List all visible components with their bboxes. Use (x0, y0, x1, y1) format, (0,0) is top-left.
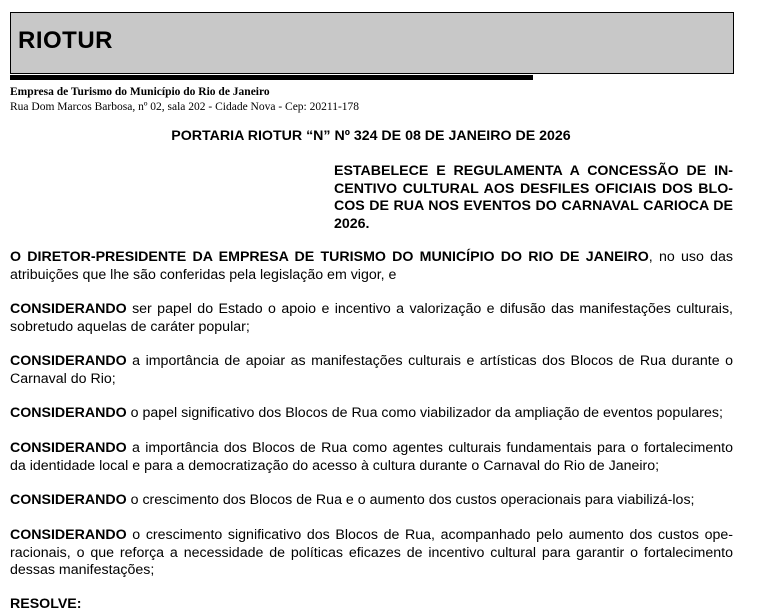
considerando-paragraph (10, 353, 733, 388)
considerando-text: ser papel do Estado o apoio e incentivo a valorização e difusão das manifestações culturais, sobretudo aquelas de caráter popular; (10, 301, 733, 335)
document-ementa: ESTABELECE E REGULAMENTA A CONCESSÃO DE INCENTIVO CULTURAL AOS DESFILES OFICIAIS DOS BLOCOS DE RUA NOS EVENTOS DO CARNAVAL CARIOCA DE 2026. (334, 163, 733, 232)
organization-name: Empresa de Turismo do Município do Rio de Janeiro (10, 86, 270, 98)
masthead-title: RIOTUR (18, 27, 113, 54)
considerando-label: CONSIDERANDO (10, 527, 127, 543)
considerando-label: CONSIDERANDO (10, 301, 127, 317)
considerando-label: CONSIDERANDO (10, 405, 127, 421)
considerando-paragraph (10, 405, 733, 423)
preamble-paragraph (10, 249, 733, 284)
preamble-lead: O DIRETOR-PRESIDENTE DA EMPRESA DE TURISMO DO MUNICÍPIO DO RIO DE JANEIRO (10, 249, 649, 265)
considerando-label: CONSIDERANDO (10, 440, 127, 456)
considerando-paragraph (10, 440, 733, 475)
considerando-text: a importância de apoiar as manifestações culturais e artísticas dos Blocos de Rua durante o Carnaval do Rio; (10, 353, 733, 387)
organization-address: Rua Dom Marcos Barbosa, nº 02, sala 202 - Cidade Nova - Cep: 20211-178 (10, 101, 360, 113)
considerando-text: o papel significativo dos Blocos de Rua como viabilizador da ampliação de eventos populares; (126, 405, 723, 421)
masthead-underline (10, 75, 533, 80)
considerando-label: CONSIDERANDO (10, 492, 127, 508)
considerando-label: CONSIDERANDO (10, 353, 127, 369)
preamble-text: , no uso das atribuições que lhe são conferidas pela legislação em vigor, e (10, 249, 733, 283)
considerando-paragraph (10, 527, 733, 580)
considerando-paragraph (10, 301, 733, 336)
considerando-paragraph (10, 492, 733, 510)
considerando-text: a importância dos Blocos de Rua como agentes culturais fundamentais para o fortalecimento da identidade local e para a democratização do acesso à cultura durante o Carnaval do Rio de Janeiro; (10, 440, 733, 474)
considerando-text: o crescimento dos Blocos de Rua e o aumento dos custos operacionais para viabilizá-los; (126, 492, 695, 508)
considerando-text: o crescimento significativo dos Blocos de Rua, acompanhado pelo aumento dos custos operacionais, o que reforça a necessidade de políticas eficazes de incentivo cultural para garantir o fortalecimento dessas manifestações; (10, 527, 733, 578)
document-title: PORTARIA RIOTUR “N” Nº 324 DE 08 DE JANEIRO DE 2026 (171, 128, 571, 144)
masthead-box (10, 12, 734, 74)
resolve-heading: RESOLVE: (10, 596, 82, 612)
